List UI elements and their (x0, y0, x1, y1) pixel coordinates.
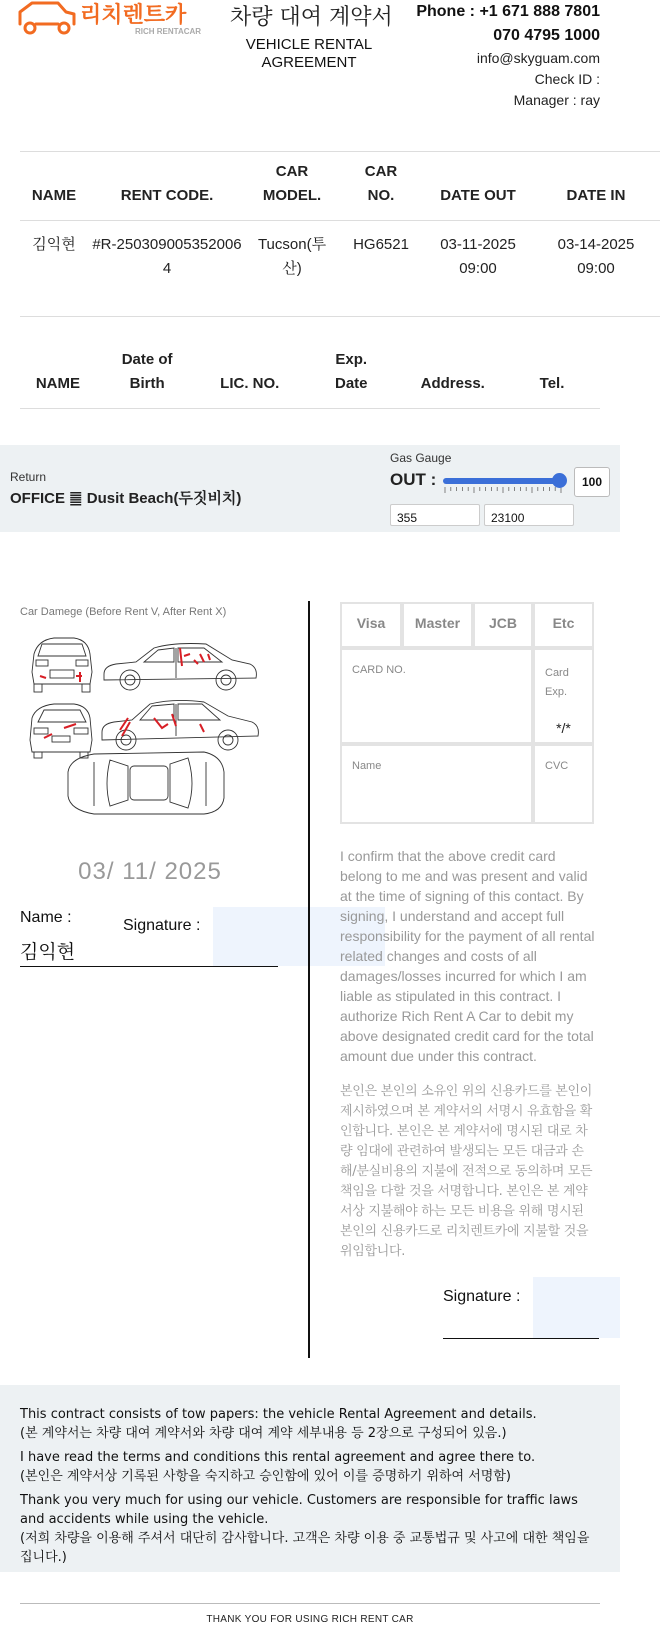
phone-primary: Phone : +1 671 888 7801 (416, 3, 600, 20)
card-signature-pad[interactable] (533, 1277, 620, 1338)
col-address: Address. (420, 375, 485, 392)
gas-out-label: OUT : (390, 470, 437, 489)
rental-table (20, 151, 660, 317)
contract-date: 03/ 11/ 2025 (78, 858, 222, 885)
logo-text-ko: 리치렌트카 (80, 3, 187, 28)
cell-name: 김익현 (32, 236, 76, 253)
term-1 (20, 1405, 600, 1443)
rental-table-row (20, 221, 660, 317)
footer-thanks: THANK YOU FOR USING RICH RENT CAR (206, 1614, 414, 1625)
col-rent-code: RENT CODE. (120, 187, 214, 204)
title-korean: 차량 대여 계약서 (230, 5, 393, 30)
car-top-view (68, 752, 224, 814)
col-name: NAME (31, 187, 77, 204)
term-2-en: I have read the terms and conditions this rental agreement and agree there to. (20, 1450, 536, 1465)
term-3-en: Thank you very much for using our vehicle. Customers are responsible for traffic laws and accidents while using the vehicle. (20, 1493, 578, 1527)
credit-card-grid (340, 602, 600, 832)
col-driver-name: NAME (35, 375, 80, 392)
col-birth: Date of Birth (121, 351, 173, 392)
customer-signature-label: Signature : (123, 917, 201, 934)
term-1-en: This contract consists of tow papers: the vehicle Rental Agreement and details. (20, 1407, 537, 1422)
name-underline (20, 966, 278, 967)
rental-table-header (20, 152, 660, 221)
email: info@skyguam.com (476, 50, 600, 66)
col-date-in: DATE IN (566, 187, 626, 204)
term-2 (20, 1448, 600, 1486)
term-2-ko: (본인은 계약서상 기록된 사항을 숙지하고 승인함에 있어 이를 증명하기 위하여 서명함) (20, 1469, 511, 1484)
card-number-field[interactable] (340, 648, 533, 744)
card-cvc-field[interactable] (533, 744, 594, 824)
column-divider (308, 601, 310, 1358)
title-english: VEHICLE RENTAL AGREEMENT (245, 36, 373, 71)
card-confirm-text-ko: 본인은 본인의 소유인 위의 신용카드를 본인이 제시하였으며 본 계약서의 서명시 유효함을 확인합니다. 본인은 본 계약서에 명시된 대로 차량 임대에 관련하여 발생되는 모든 대금과 손해/분실비용의 지불에 전적으로 동의하며 모든 책임을 다할 것을 서명합니다. 본인은 본 계약서상 지불해야 하는 모든 비용을 위해 명시된 본인의 신용카드로 리치렌트카에 지불할 것을 위임합니다. (340, 1084, 593, 1259)
customer-name-label: Name : (20, 909, 72, 926)
term-3 (20, 1491, 600, 1567)
card-holder-label: Name (352, 760, 382, 772)
card-type-etc[interactable]: Etc (533, 602, 594, 648)
check-id: Check ID : (534, 71, 600, 87)
damage-label: Car Damege (Before Rent V, After Rent X) (20, 606, 227, 618)
date-day: 11 (122, 858, 150, 885)
date-year: 2025 (164, 858, 222, 885)
card-signature-label: Signature : (443, 1288, 521, 1305)
driver-table-header (20, 317, 600, 409)
gas-slider-track[interactable] (443, 478, 563, 484)
mileage-out-input[interactable]: 355 (390, 504, 480, 526)
logo-text-en: RICH RENTACAR (135, 27, 202, 36)
car-damage-diagram[interactable] (24, 632, 274, 832)
col-exp-date: Exp. Date (334, 351, 368, 392)
mileage-total-input[interactable]: 23100 (484, 504, 574, 526)
card-number-label: CARD NO. (352, 664, 406, 676)
cell-date-in: 03-14-2025 09:00 (557, 236, 635, 277)
cell-car-model: Tucson(투산) (257, 236, 327, 277)
car-rear-view (30, 704, 92, 758)
car-front-view (32, 638, 92, 692)
footer-divider (20, 1603, 600, 1604)
card-type-visa[interactable]: Visa (340, 602, 402, 648)
gas-slider-handle[interactable] (552, 473, 567, 488)
col-date-out: DATE OUT (440, 187, 516, 204)
gas-value-input[interactable]: 100 (574, 467, 610, 497)
card-confirm-text-en: I confirm that the above credit card belong to me and was present and valid at the time of signing of this contact. By signing, I understand and accept full responsibility for the payment of all rental related changes and costs of all damages/losses incurred for which I am liable as stipulated in this contract. I authorize Rich Rent A Car to debit my above designated credit card for the total amount due under this contract. (340, 848, 595, 1064)
card-type-master[interactable]: Master (402, 602, 473, 648)
driver-table (20, 316, 600, 409)
phone-secondary: 070 4795 1000 (493, 27, 600, 44)
manager: Manager : ray (513, 92, 600, 108)
tables-area (0, 140, 635, 440)
customer-name-value: 김익현 (20, 942, 76, 963)
cell-rent-code: #R-2503090053520064 (92, 236, 242, 277)
col-tel: Tel. (539, 375, 565, 392)
damage-marks (40, 648, 210, 738)
term-1-ko: (본 계약서는 차량 대여 계약서와 차량 대여 계약 세부내용 등 2장으로 구성되어 있음.) (20, 1426, 507, 1441)
cell-car-no: HG6521 (353, 236, 409, 253)
card-exp-value: */* (556, 720, 571, 736)
col-car-no: CAR NO. (364, 163, 398, 204)
gas-gauge-label: Gas Gauge (390, 451, 452, 465)
card-exp-label: Card Exp. (545, 667, 569, 698)
gas-slider-ticks (445, 487, 561, 493)
card-exp-field[interactable] (533, 648, 594, 744)
return-label: Return (10, 470, 47, 484)
card-cvc-label: CVC (545, 760, 569, 772)
card-type-jcb[interactable]: JCB (473, 602, 533, 648)
company-logo (18, 0, 218, 42)
date-month: 03 (78, 858, 107, 885)
col-license: LIC. NO. (220, 375, 280, 392)
cell-date-out: 03-11-2025 09:00 (440, 236, 516, 277)
col-car-model: CAR MODEL. (262, 163, 322, 204)
term-3-ko: (저희 차량을 이용해 주셔서 대단히 감사합니다. 고객은 차량 이용 중 교통법규 및 사고에 대한 책임을 집니다.) (20, 1531, 590, 1565)
car-side-view-left (102, 700, 258, 750)
card-signature-underline (443, 1338, 599, 1339)
card-holder-field[interactable] (340, 744, 533, 824)
return-location: OFFICE ䷀ Dusit Beach(두짓비치) (10, 490, 242, 507)
